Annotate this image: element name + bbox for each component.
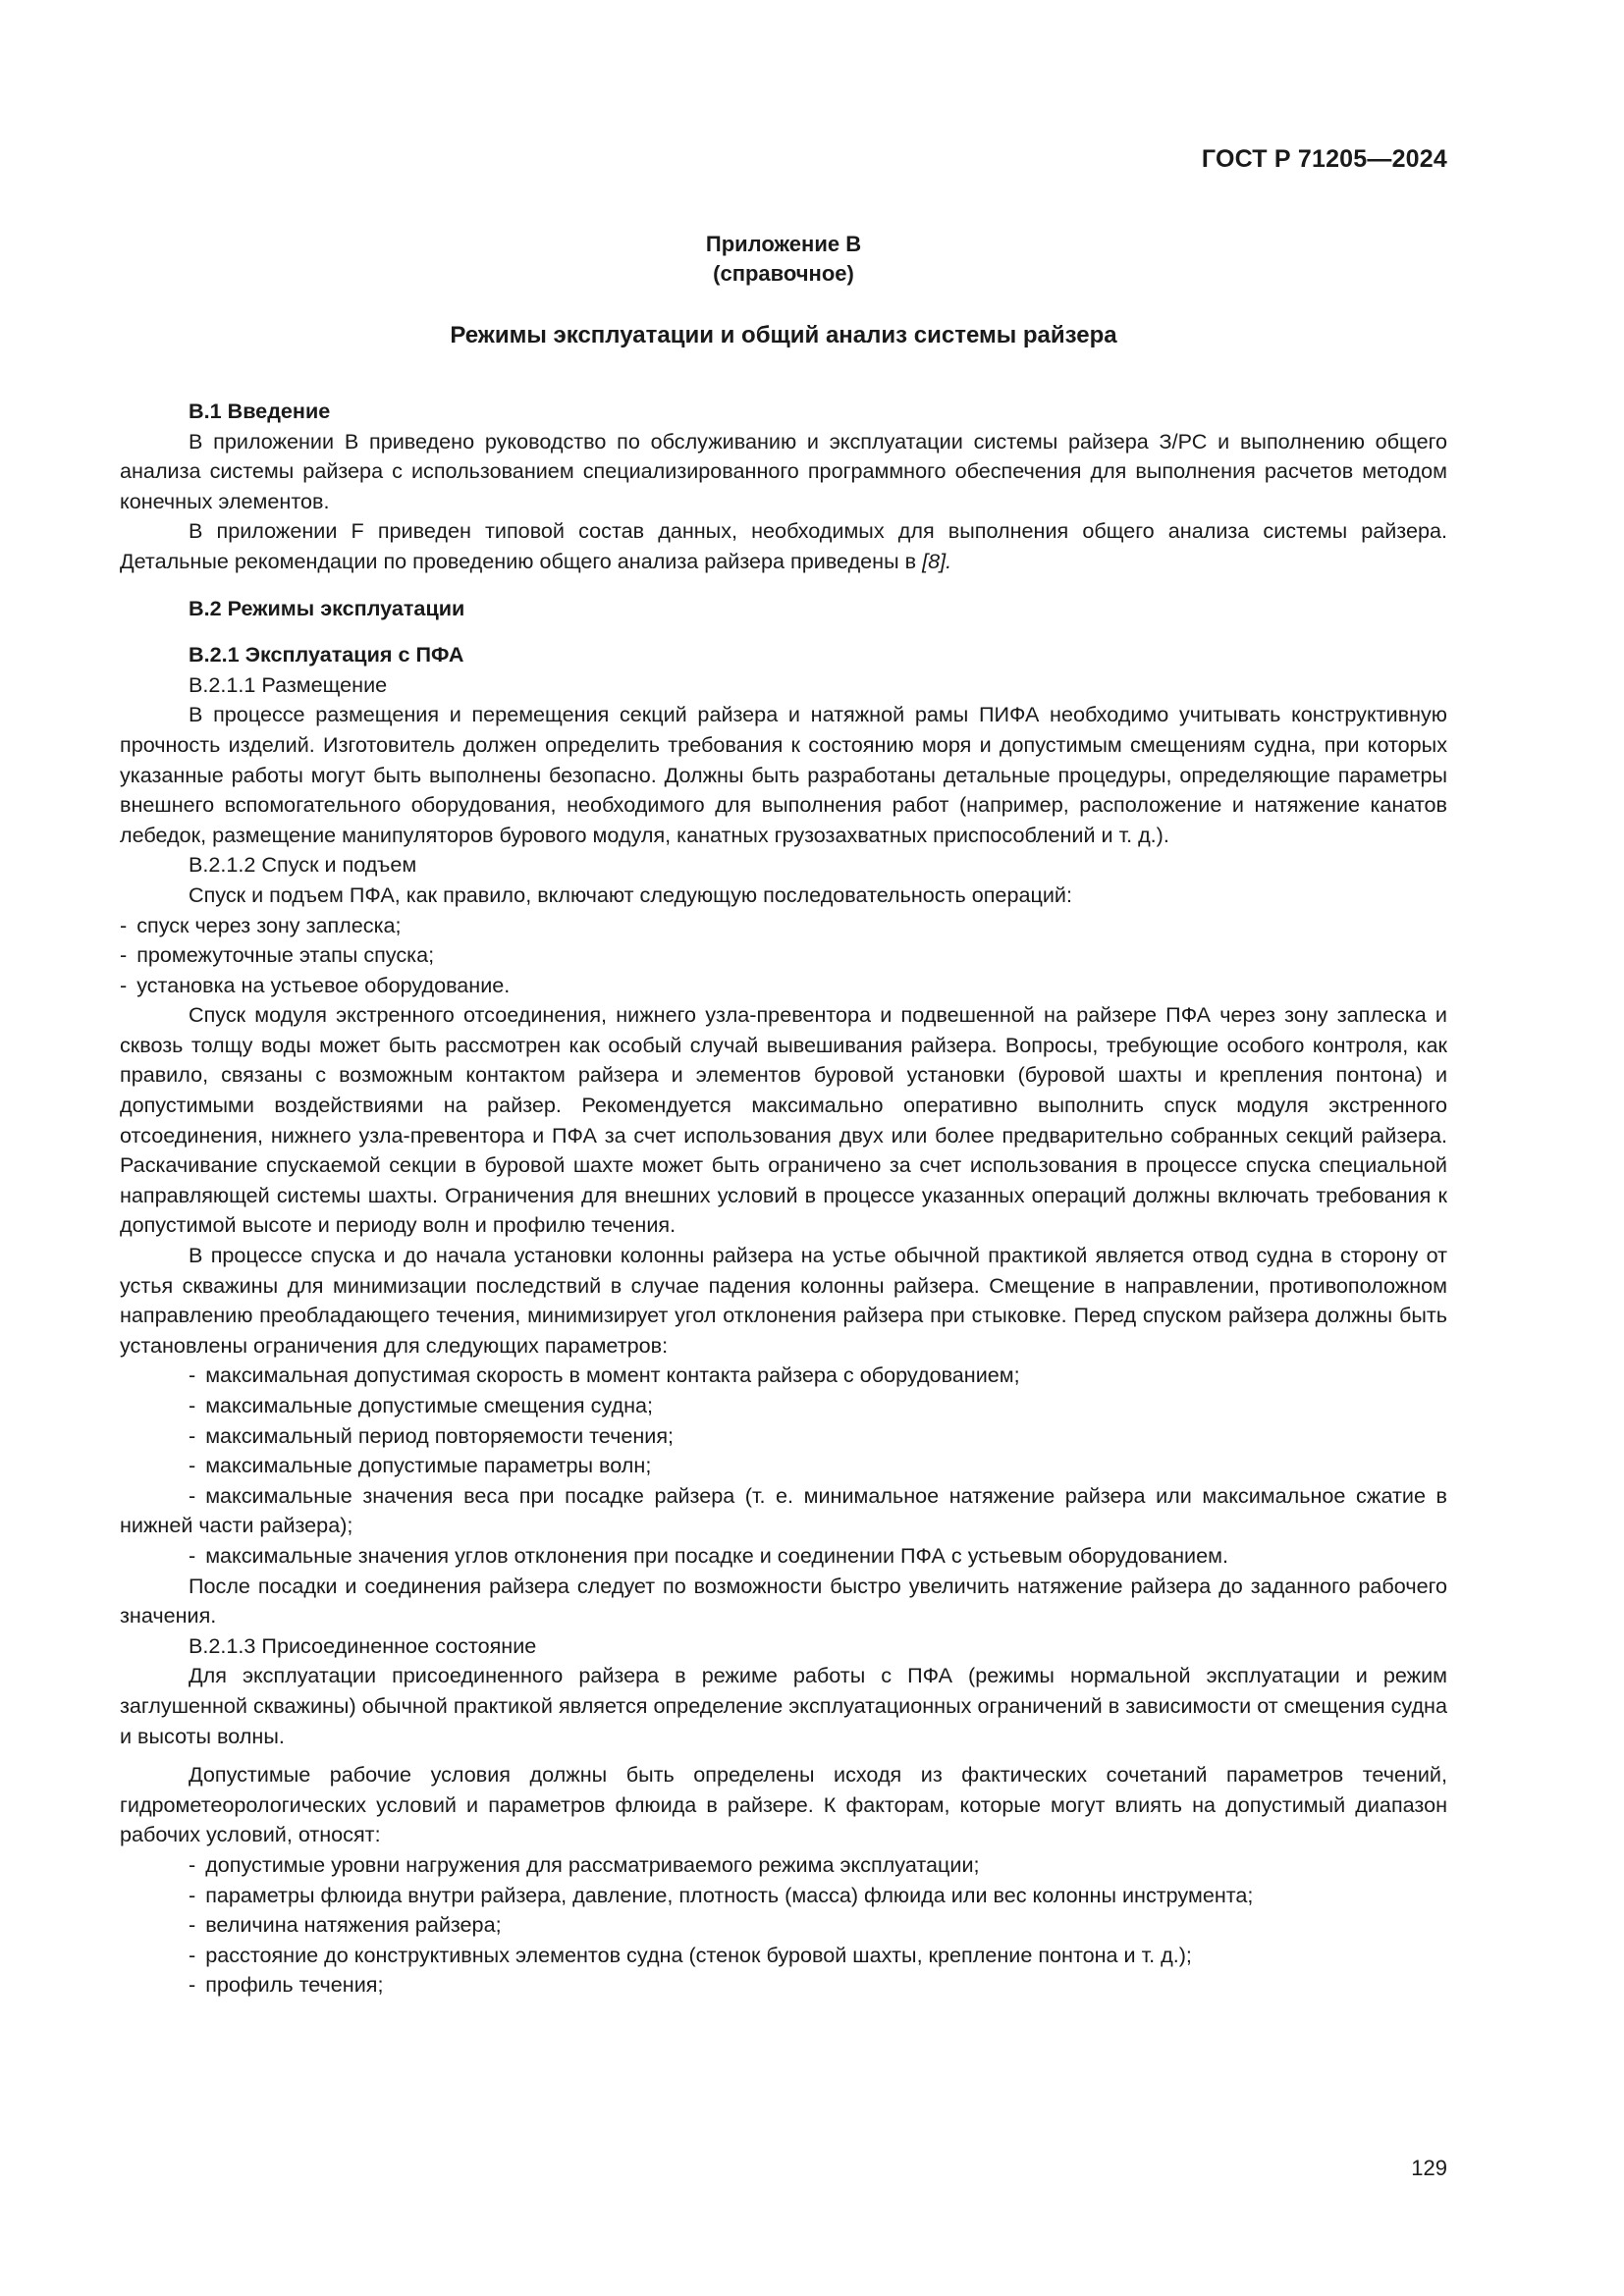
list-item: - допустимые уровни нагружения для рассматриваемого режима эксплуатации;: [189, 1851, 980, 1877]
limits-list: [120, 1361, 1447, 1571]
list-item: - максимальный период повторяемости течения;: [189, 1422, 675, 1448]
paragraph: Спуск модуля экстренного отсоединения, нижнего узла-превентора и подвешенной на райзере ПФА через зону заплеска и сквозь толщу воды может быть рассмотрен как особый случай вывешивания райзера. Вопросы, требующие особого контроля, как правило, связаны с возможным контактом райзера и элементов буровой установки (буровой шахты и крепления понтона) и допустимыми воздействиями на райзер. Рекомендуется максимально оперативно выполнить спуск модуля экстренного отсоединения, нижнего узла-превентора и ПФА за счет использования двух или более предварительно собранных секций райзера. Раскачивание спускаемой секции в буровой шахте может быть ограничено за счет использования в процессе спуска специальной направляющей системы шахты. Ограничения для внешних условий в процессе указанных операций должны включать требования к допустимой высоте и периоду волн и профилю течения.: [120, 1002, 1447, 1238]
clause-heading: В.2.1.1 Размещение: [189, 671, 388, 697]
list-item: - спуск через зону заплеска;: [120, 912, 402, 937]
section-b1-paragraph: В приложении В приведено руководство по обслуживанию и эксплуатации системы райзера З/РС и выполнению общего анализа системы райзера с использованием специализированного программного обеспечения для выполнения расчетов методом конечных элементов.: [120, 428, 1447, 513]
list-item: - максимальные значения веса при посадке райзера (т. е. минимальное натяжение райзера или максимальное сжатие в нижней части райзера);: [120, 1482, 1447, 1538]
document-code: ГОСТ Р 71205—2024: [1201, 145, 1447, 173]
document-body: [120, 397, 1447, 2001]
reference-link: [8].: [922, 548, 952, 573]
paragraph: Для эксплуатации присоединенного райзера в режиме работы с ПФА (режимы нормальной эксплуатации и режим заглушенной скважины) обычной практикой является определение эксплуатационных ограничений в зависимости от смещения судна и высоты волны.: [120, 1663, 1447, 1748]
appendix-status: (справочное): [713, 261, 854, 286]
list-item: - параметры флюида внутри райзера, давление, плотность (масса) флюида или вес колонны инструмента;: [189, 1882, 1254, 1907]
list-item: - установка на устьевое оборудование.: [120, 972, 511, 997]
list-item: - максимальные значения углов отклонения при посадке и соединении ПФА с устьевым оборудованием.: [189, 1542, 1228, 1568]
appendix-heading: [120, 230, 1447, 289]
clause-heading: В.2.1.2 Спуск и подъем: [189, 852, 417, 878]
document-page: [120, 0, 1447, 2296]
appendix-title: Режимы эксплуатации и общий анализ системы райзера: [450, 322, 1117, 348]
paragraph: В процессе размещения и перемещения секций райзера и натяжной рамы ПИФА необходимо учитывать конструктивную прочность изделий. Изготовитель должен определить требования к состоянию моря и допустимым смещениям судна, при которых указанные работы могут быть выполнены безопасно. Должны быть разработаны детальные процедуры, определяющие параметры внешнего вспомогательного оборудования, необходимого для выполнения работ (например, расположение и натяжение канатов лебедок, размещение манипуляторов бурового модуля, канатных грузозахватных приспособлений и т. д.).: [120, 702, 1447, 847]
section-b1-heading: В.1 Введение: [189, 399, 331, 423]
list-item: - максимальные допустимые параметры волн;: [189, 1453, 652, 1478]
list-item: - величина натяжения райзера;: [189, 1912, 502, 1938]
section-b1-paragraph: [120, 516, 1447, 576]
clause-heading: В.2.1.3 Присоединенное состояние: [189, 1632, 537, 1658]
page-number: 129: [1411, 2156, 1447, 2180]
section-b2-heading: В.2 Режимы эксплуатации: [189, 595, 465, 620]
list-item: - максимальные допустимые смещения судна;: [189, 1393, 654, 1417]
factors-list: [120, 1850, 1447, 2001]
paragraph: В процессе спуска и до начала установки колонны райзера на устье обычной практикой является отвод судна в сторону от устья скважины для минимизации последствий в случае падения колонны райзера. Смещение в направлении, противоположном направлению преобладающего течения, минимизирует угол отклонения райзера при стыковке. Перед спуском райзера должны быть установлены ограничения для следующих параметров:: [120, 1243, 1447, 1358]
section-b21-heading: В.2.1 Эксплуатация с ПФА: [189, 642, 464, 667]
paragraph: После посадки и соединения райзера следует по возможности быстро увеличить натяжение райзера до заданного рабочего значения.: [120, 1573, 1447, 1629]
list-item: - расстояние до конструктивных элементов судна (стенок буровой шахты, крепление понтона и т. д.);: [189, 1942, 1192, 1967]
operations-list: [120, 911, 1447, 1001]
appendix-label: Приложение В: [705, 232, 862, 256]
list-item: - промежуточные этапы спуска;: [120, 942, 435, 968]
paragraph: Допустимые рабочие условия должны быть определены исходя из фактических сочетаний параметров течений, гидрометеорологических условий и параметров флюида в райзере. К факторам, которые могут влиять на допустимый диапазон рабочих условий, относят:: [120, 1762, 1447, 1847]
list-item: - профиль течения;: [189, 1972, 384, 1998]
paragraph-text: В приложении F приведен типовой состав данных, необходимых для выполнения общего анализа системы райзера. Детальные рекомендации по проведению общего анализа райзера приведены в: [120, 518, 1447, 573]
paragraph: Спуск и подъем ПФА, как правило, включают следующую последовательность операций:: [189, 881, 1072, 907]
list-item: - максимальная допустимая скорость в момент контакта райзера с оборудованием;: [189, 1362, 1020, 1388]
